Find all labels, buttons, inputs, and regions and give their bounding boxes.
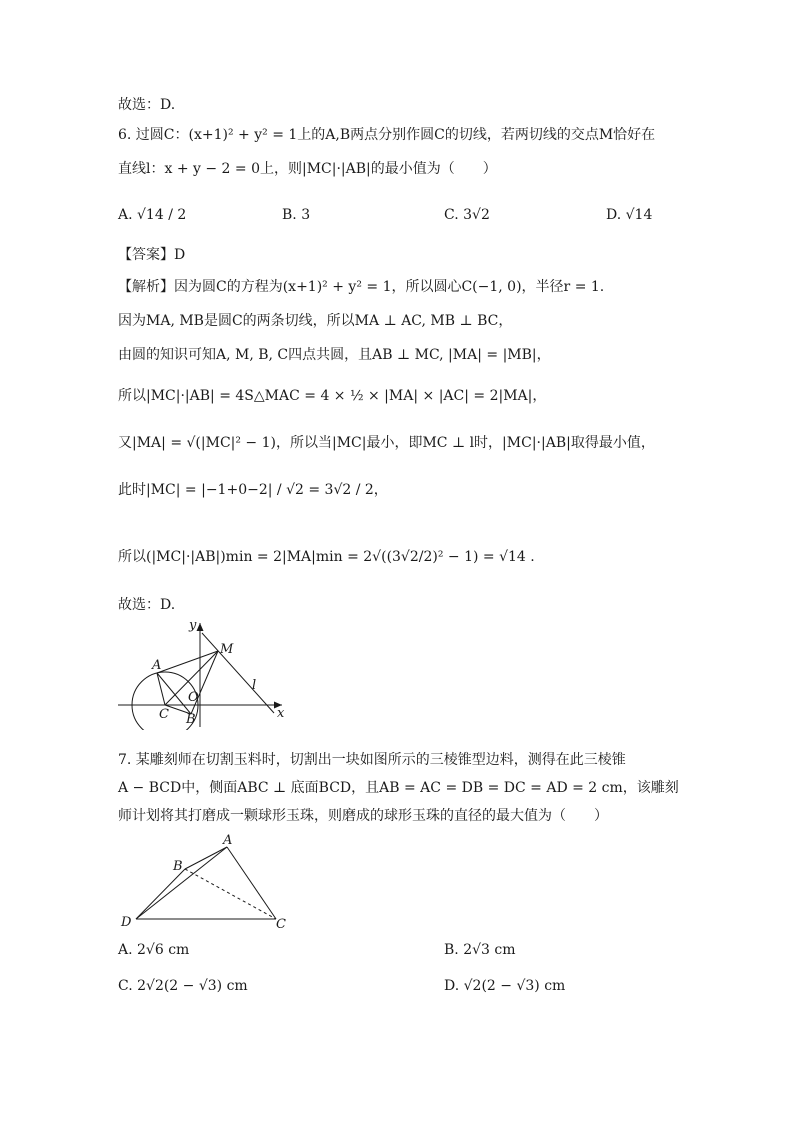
label-c: C	[159, 707, 169, 722]
tangent-circle-figure	[110, 615, 300, 730]
solution-line-3: 由圆的知识可知A, M, B, C四点共圆，且AB ⊥ MC, |MA| = |MB|，	[118, 347, 551, 363]
label-d: D	[121, 915, 132, 930]
label-o: O	[188, 690, 199, 705]
solution-line-7: 所以(|MC|·|AB|)min = 2|MA|min = 2√((3√2/2)² − 1) = √14 .	[118, 549, 535, 565]
edge-da	[136, 847, 227, 919]
solution-line-4: 所以|MC|·|AB| = 4S△MAC = 4 × ½ × |MA| × |AC| = 2|MA|，	[118, 388, 547, 404]
solution-line-5: 又|MA| = √(|MC|² − 1)，所以当|MC|最小，即MC ⊥ l时，|MC|·|AB|取得最小值，	[118, 435, 655, 451]
label-y: y	[189, 618, 197, 633]
solution-conclusion: 故选：D.	[118, 597, 176, 613]
line-l	[202, 633, 274, 713]
q6-stem-line1: 6. 过圆C：(x+1)² + y² = 1上的A,B两点分别作圆C的切线，若两切线的交点M恰好在	[118, 127, 656, 143]
label-l: l	[252, 678, 257, 693]
label-a: A	[152, 658, 162, 673]
edge-ab	[185, 847, 227, 869]
prev-answer-line: 故选：D.	[118, 97, 176, 113]
q6-option-c: C. 3√2	[444, 207, 490, 223]
solution-line-2: 因为MA, MB是圆C的两条切线，所以MA ⊥ AC, MB ⊥ BC，	[118, 313, 513, 329]
q6-option-a: A. √14 / 2	[118, 207, 187, 223]
q6-option-d: D. √14	[606, 207, 653, 223]
y-axis-arrow	[197, 623, 204, 631]
edge-db	[136, 869, 185, 919]
label-m: M	[220, 642, 234, 657]
q6-stem-line2: 直线l：x + y − 2 = 0上，则|MC|·|AB|的最小值为（ ）	[118, 161, 497, 177]
edge-bc-hidden	[185, 869, 276, 919]
label-b: B	[173, 859, 183, 874]
q7-stem-line2: A − BCD中，侧面ABC ⊥ 底面BCD，且AB = AC = DB = DC = AD = 2 cm，该雕刻	[118, 780, 679, 796]
q7-option-d: D. √2(2 − √3) cm	[444, 978, 566, 994]
q6-option-b: B. 3	[282, 207, 311, 223]
solution-line-1: 【解析】因为圆C的方程为(x+1)² + y² = 1，所以圆心C(−1, 0)，半径r = 1.	[118, 279, 605, 295]
answer-line: 【答案】D	[118, 247, 186, 263]
label-c: C	[276, 917, 286, 932]
edge-ac	[227, 847, 276, 919]
tetrahedron-figure	[110, 830, 300, 935]
label-x: x	[277, 706, 285, 721]
tangent-ma	[157, 651, 218, 673]
solution-line-6: 此时|MC| = |−1+0−2| / √2 = 3√2 / 2，	[118, 482, 388, 498]
q7-stem-line1: 7. 某雕刻师在切割玉料时，切割出一块如图所示的三棱锥型边料，测得在此三棱锥	[118, 752, 626, 768]
q7-option-b: B. 2√3 cm	[444, 942, 516, 958]
q7-option-c: C. 2√2(2 − √3) cm	[118, 978, 248, 994]
q7-stem-line3: 师计划将其打磨成一颗球形玉珠，则磨成的球形玉珠的直径的最大值为（ ）	[118, 808, 608, 824]
label-b: B	[186, 712, 196, 727]
label-a: A	[223, 833, 233, 848]
q7-option-a: A. 2√6 cm	[118, 942, 190, 958]
